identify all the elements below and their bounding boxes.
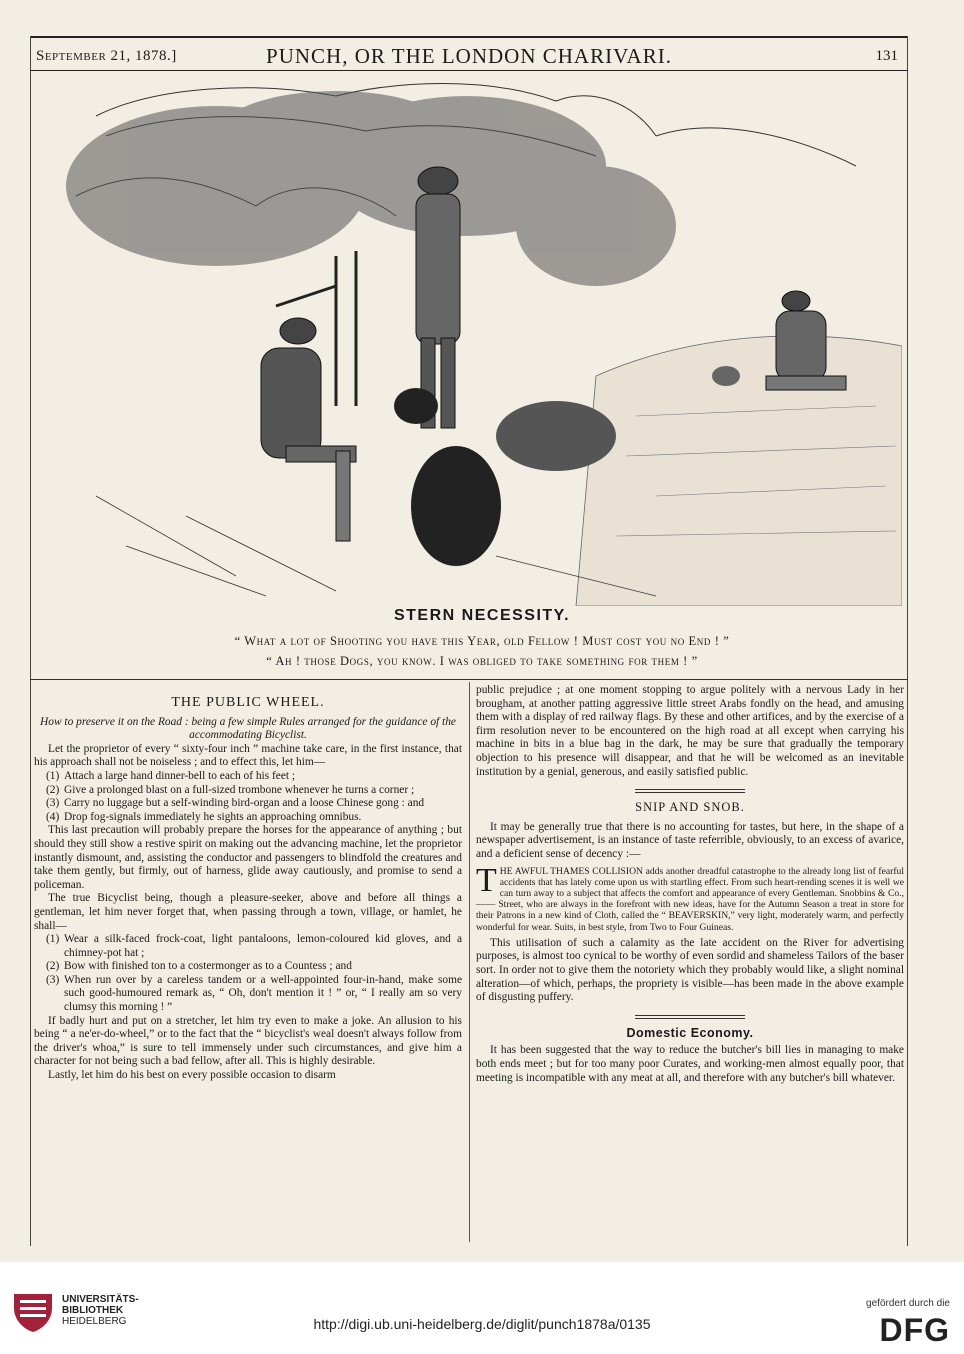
cartoon-caption-line-1: “ What a lot of Shooting you have this Year, old Fellow ! Must cost you no End ! ” bbox=[234, 634, 730, 648]
dfg-logo: DFG bbox=[879, 1312, 950, 1348]
paragraph: This utilisation of such a calamity as the late accident on the River for advertising purposes, is almost too cynical to be worthy of even sordid and shameless Tailors of the baser sort. In order not to give them the notoriety which they probably would like, a slight nominal alteration—of which, perhaps, the propriety is visible—has been made in the above example of disgusting puffery. bbox=[476, 936, 904, 1004]
section-divider bbox=[635, 789, 745, 793]
advertisement bbox=[476, 861, 904, 933]
institution-line: HEIDELBERG bbox=[62, 1316, 127, 1327]
article-heading: THE PUBLIC WHEEL. bbox=[171, 695, 325, 710]
list-item bbox=[46, 811, 462, 825]
paragraph: If badly hurt and put on a stretcher, let him try even to make a joke. An allusion to his being “ a ne'er-do-wheel,” or to the fact that the “ bicyclist's weal doesn't always follow from the driver's whoa,” is sure to tell immensely under such circumstances, and give him a character for not being such a bad fellow, after all. This is highly desirable. bbox=[34, 1014, 462, 1068]
section-divider bbox=[635, 1015, 745, 1019]
advertisement-text: HE AWFUL THAMES COLLISION adds another dreadful catastrophe to the already long list of fearful accidents that has lately come upon us with startling effect. From such heart-rending scenes it is well we can turn away to a subject that affects the comfort and appearance of every Gentleman. Snobbins & Co., —— Street, who are always in the forefront with new ideas, have for the Autumn Season a treat in store for their Patrons in a new kind of Cloth, called the “ BEAVERSKIN,” very light, moderately warm, and perfectly wonderful for wear. Suits, in best style, from Two to Four Guineas. bbox=[476, 865, 904, 933]
cartoon-caption-line-2: “ Ah ! those Dogs, you know. I was obliged to take something for them ! ” bbox=[266, 654, 698, 668]
list-item bbox=[46, 770, 462, 784]
issue-date: September 21, 1878.] bbox=[36, 48, 177, 64]
column-divider bbox=[469, 682, 470, 1242]
list-text: Bow with finished ton to a costermonger as to a Countess ; and bbox=[64, 960, 352, 973]
list-number: (1) bbox=[46, 933, 60, 946]
drop-cap: T bbox=[476, 861, 497, 899]
section-rule bbox=[30, 679, 908, 680]
list-item bbox=[46, 933, 462, 960]
list-text: Carry no luggage but a self-winding bird-organ and a loose Chinese gong : and bbox=[64, 797, 425, 810]
list-item bbox=[46, 784, 462, 798]
paragraph: public prejudice ; at one moment stopping to argue politely with a nervous Lady in her brougham, at another patting aggressive little street Arabs fondly on the head, and amusing them with a display of red railway flags. By these and other artifices, and by the exercise of a firm resolution never to be encountered on the high road at all except when carrying his machine in bits in a blue bag in the dark, he may be sure that gradually the temporary objection to his presence will disappear, and that he will be welcomed as an inevitable institution by a genial, generous, and easily satisfied public. bbox=[476, 684, 904, 778]
source-url-link[interactable]: http://digi.ub.uni-heidelberg.de/diglit/punch1878a/0135 bbox=[313, 1316, 651, 1332]
institution-line: UNIVERSITÄTS- bbox=[62, 1294, 139, 1305]
cartoon-illustration bbox=[36, 76, 902, 606]
list-text: Attach a large hand dinner-bell to each of his feet ; bbox=[64, 769, 296, 782]
paragraph: It may be generally true that there is no accounting for tastes, but here, in the shape of a newspaper advertisement, is an instance of taste referrible, obviously, to an excess of avarice, and a deficient sense of decency :— bbox=[476, 820, 904, 860]
right-column bbox=[476, 684, 904, 1085]
list-number: (2) bbox=[46, 960, 60, 973]
rules-list-1 bbox=[34, 770, 462, 824]
rules-list-2 bbox=[34, 933, 462, 1015]
paragraph: Lastly, let him do his best on every possible occasion to disarm bbox=[48, 1069, 336, 1082]
list-number: (3) bbox=[46, 973, 60, 986]
list-text: Wear a silk-faced frock-coat, light pantaloons, lemon-coloured kid gloves, and a chimney-pot hat ; bbox=[64, 933, 462, 959]
publication-title: PUNCH, OR THE LONDON CHARIVARI. bbox=[266, 44, 672, 68]
article-heading: Domestic Economy. bbox=[626, 1025, 754, 1040]
list-text: Drop fog-signals immediately he sights an approaching omnibus. bbox=[64, 810, 362, 823]
paragraph: The true Bicyclist being, though a pleasure-seeker, above and before all things a gentleman, let him never forget that, when passing through a town, village, or hamlet, he shall— bbox=[34, 892, 462, 932]
list-item bbox=[46, 797, 462, 811]
paragraph: This last precaution will probably prepare the horses for the appearance of anything ; but should they still show a restive spirit on making out the advancing machine, let the proprietor instantly dismount, and, assisting the conductor and passengers to blindfold the creatures and take them gently, but firmly, out of harness, glide away cautiously, and promise to send a policeman. bbox=[34, 824, 462, 891]
institution-line: BIBLIOTHEK bbox=[62, 1305, 124, 1316]
cartoon-title: STERN NECESSITY. bbox=[393, 607, 571, 624]
list-number: (3) bbox=[46, 797, 60, 810]
list-text: Give a prolonged blast on a full-sized trombone whenever he turns a corner ; bbox=[64, 783, 415, 796]
masthead bbox=[36, 44, 902, 68]
funding-label: gefördert durch die bbox=[866, 1298, 950, 1309]
page-number: 131 bbox=[875, 48, 898, 64]
list-number: (1) bbox=[46, 769, 60, 782]
masthead-rule bbox=[30, 70, 908, 71]
article-heading: SNIP AND SNOB. bbox=[635, 800, 745, 815]
list-item bbox=[46, 960, 462, 974]
article-subtitle: How to preserve it on the Road : being a few simple Rules arranged for the guidance of the accommodating Bicyclist. bbox=[40, 715, 456, 742]
footer-bar bbox=[0, 1262, 964, 1354]
list-text: When run over by a careless tandem or a well-appointed four-in-hand, make some such good-humoured remark as, “ Oh, don't mention it ! ” or, “ I really am so very clumsy this morning ! ” bbox=[64, 973, 462, 1014]
top-rule bbox=[30, 36, 908, 38]
paragraph: Let the proprietor of every “ sixty-four inch ” machine take care, in the first instance, that his approach shall not be noiseless ; and to effect this, let him— bbox=[34, 742, 462, 769]
list-item bbox=[46, 974, 462, 1015]
list-number: (2) bbox=[46, 783, 60, 796]
list-number: (4) bbox=[46, 810, 60, 823]
left-column bbox=[34, 684, 462, 1083]
paragraph: It has been suggested that the way to reduce the butcher's bill lies in managing to make both ends meet ; but for too many poor Curates, and working-men almost equally poor, that meeting is incompatible with any meat at all, and therefore with any butcher's bill whatever. bbox=[476, 1044, 904, 1084]
